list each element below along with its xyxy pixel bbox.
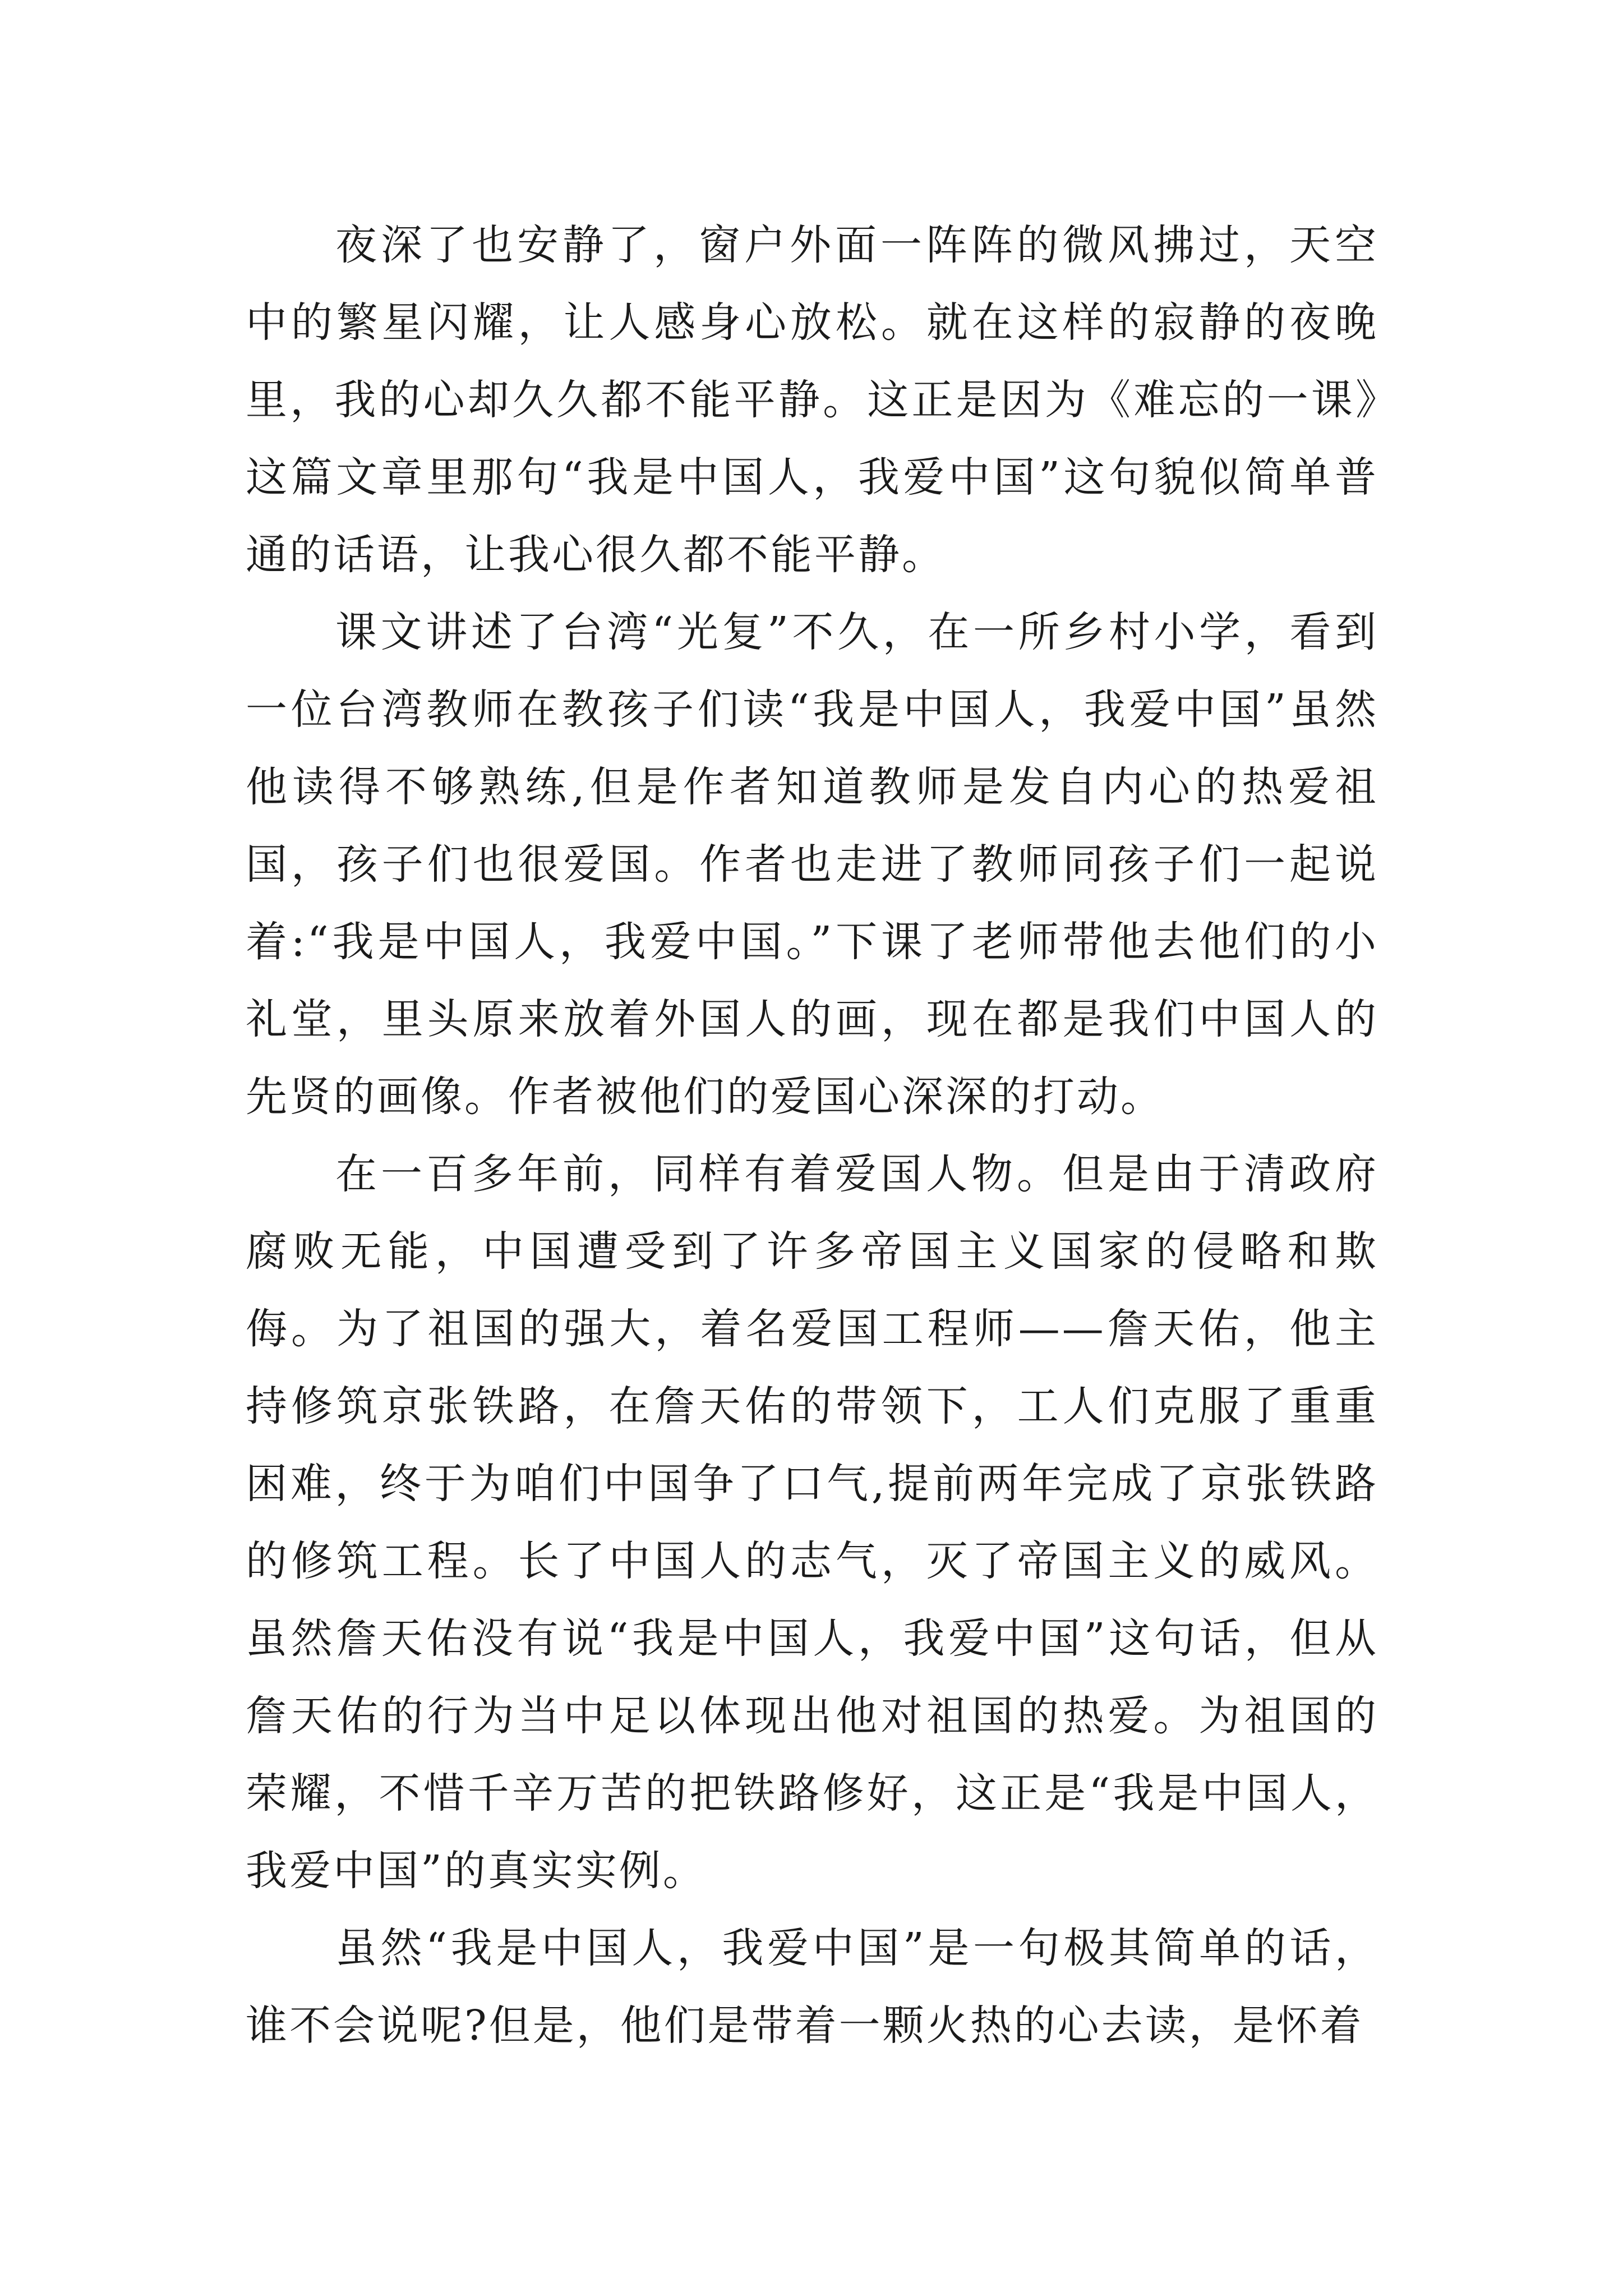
paragraph-2: 课文讲述了台湾“光复”不久，在一所乡村小学，看到一位台湾教师在教孩子们读“我是中国人，我爱中国”虽然他读得不够熟练,但是作者知道教师是发自内心的热爱祖国，孩子们也很爱国。作者也走进了教师同孩子们一起说着:“我是中国人，我爱中国。”下课了老师带他去他们的小礼堂，里头原来放着外国人的画，现在都是我们中国人的先贤的画像。作者被他们的爱国心深深的打动。 xyxy=(246,608,1378,1121)
document-body xyxy=(246,206,1378,2064)
paragraph-1: 夜深了也安静了，窗户外面一阵阵的微风拂过，天空中的繁星闪耀，让人感身心放松。就在这样的寂静的夜晚里，我的心却久久都不能平静。这正是因为《难忘的一课》这篇文章里那句“我是中国人，我爱中国”这句貌似简单普通的话语，让我心很久都不能平静。 xyxy=(246,221,1378,579)
paragraph-3: 在一百多年前，同样有着爱国人物。但是由于清政府腐败无能，中国遭受到了许多帝国主义国家的侵略和欺侮。为了祖国的强大，着名爱国工程师——詹天佑，他主持修筑京张铁路，在詹天佑的带领下，工人们克服了重重困难，终于为咱们中国争了口气,提前两年完成了京张铁路的修筑工程。长了中国人的志气，灭了帝国主义的威风。虽然詹天佑没有说“我是中国人，我爱中国”这句话，但从詹天佑的行为当中足以体现出他对祖国的热爱。为祖国的荣耀，不惜千辛万苦的把铁路修好，这正是“我是中国人，我爱中国”的真实实例。 xyxy=(246,1150,1378,1895)
paragraph-4: 虽然“我是中国人，我爱中国”是一句极其简单的话，谁不会说呢?但是，他们是带着一颗火热的心去读，是怀着 xyxy=(246,1924,1378,2050)
